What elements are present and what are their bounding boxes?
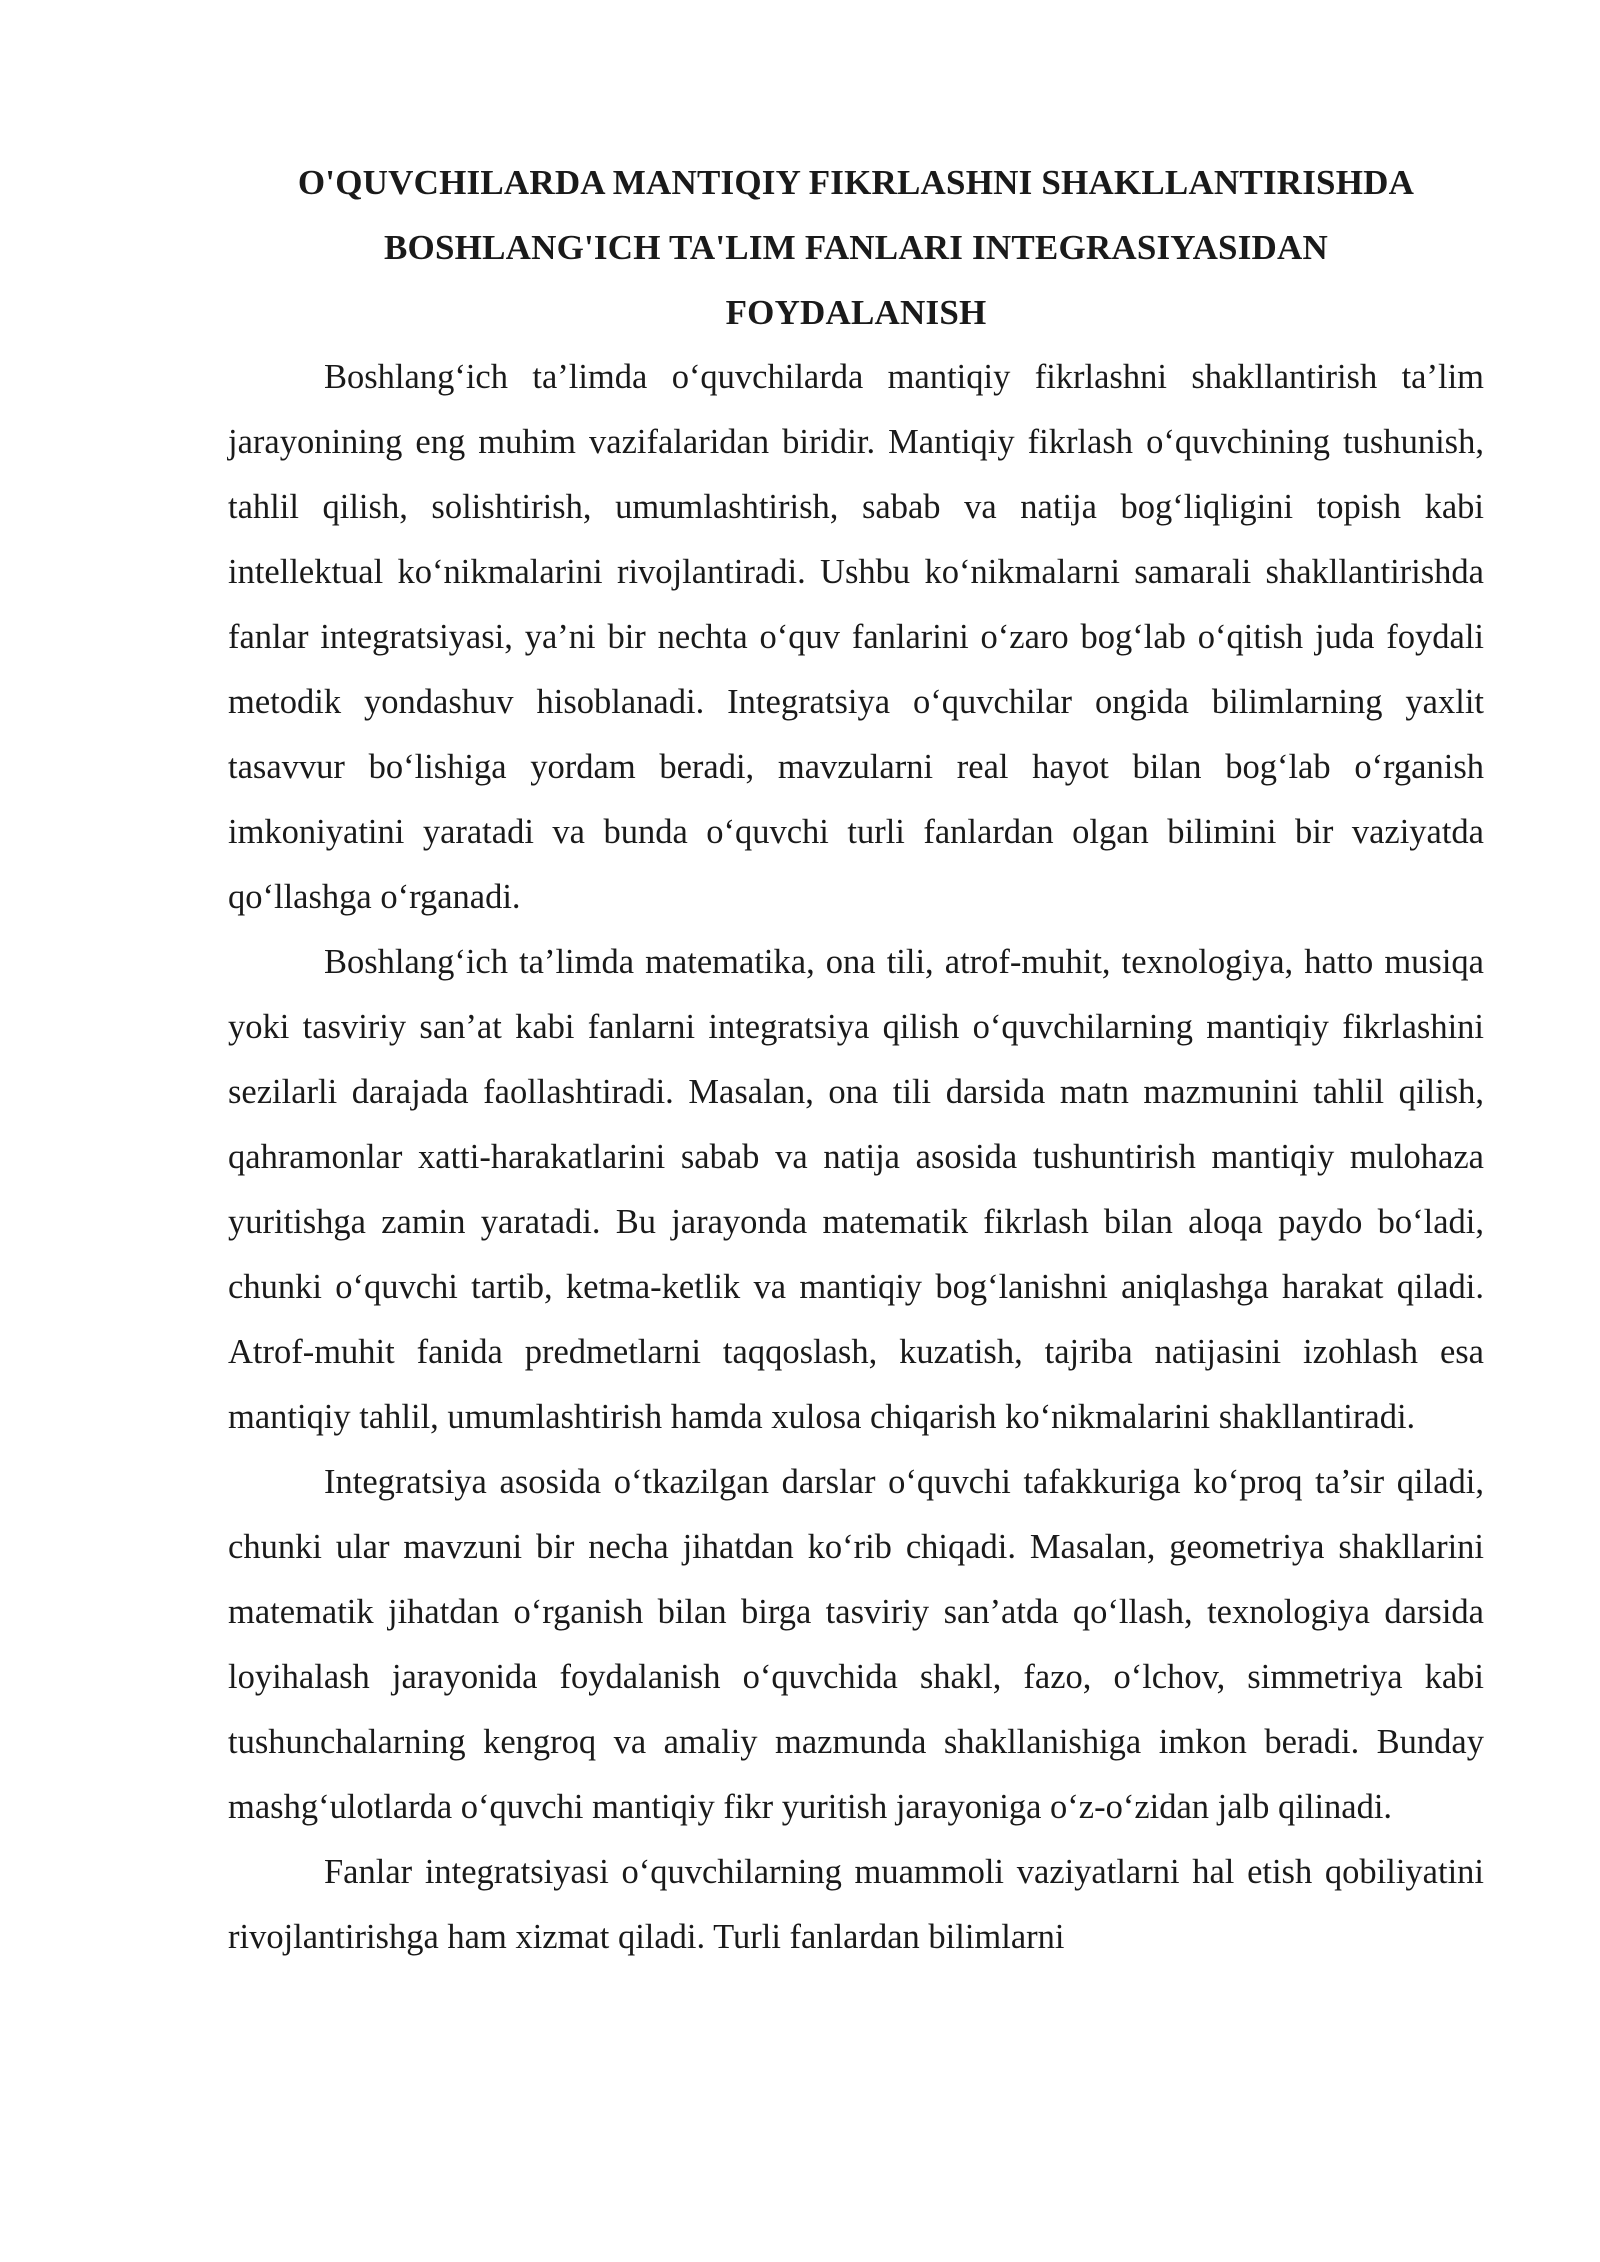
body-paragraph: Boshlang‘ich ta’limda o‘quvchilarda mantiqiy fikrlashni shakllantirish ta’lim jarayonining eng muhim vazifalaridan biridir. Mantiqiy fikrlash o‘quvchining tushunish, tahlil qilish, solishtirish, umumlashtirish, sabab va natija bog‘liqligini topish kabi intellektual ko‘nikmalarini rivojlantiradi. Ushbu ko‘nikmalarni samarali shakllantirishda fanlar integratsiyasi, ya’ni bir nechta o‘quv fanlarini o‘zaro bog‘lab o‘qitish juda foydali metodik yondashuv hisoblanadi. Integratsiya o‘quvchilar ongida bilimlarning yaxlit tasavvur bo‘lishiga yordam beradi, mavzularni real hayot bilan bog‘lab o‘rganish imkoniyatini yaratadi va bunda o‘quvchi turli fanlardan olgan bilimini bir vaziyatda qo‘llashga o‘rganadi.	[228, 358, 1484, 916]
document-page	[228, 150, 1484, 1970]
title-line: FOYDALANISH	[725, 293, 987, 332]
title-line: O'QUVCHILARDA MANTIQIY FIKRLASHNI SHAKLLANTIRISHDA	[297, 163, 1415, 202]
title-line: BOSHLANG'ICH TA'LIM FANLARI INTEGRASIYASIDAN	[384, 228, 1328, 267]
body-paragraph: Fanlar integratsiyasi o‘quvchilarning muammoli vaziyatlarni hal etish qobiliyatini rivojlantirishga ham xizmat qiladi. Turli fanlardan bilimlarni	[228, 1853, 1484, 1956]
body-paragraph: Integratsiya asosida o‘tkazilgan darslar o‘quvchi tafakkuriga ko‘proq ta’sir qiladi, chunki ular mavzuni bir necha jihatdan ko‘rib chiqadi. Masalan, geometriya shakllarini matematik jihatdan o‘rganish bilan birga tasviriy san’atda qo‘llash, texnologiya darsida loyihalash jarayonida foydalanish o‘quvchida shakl, fazo, o‘lchov, simmetriya kabi tushunchalarning kengroq va amaliy mazmunda shakllanishiga imkon beradi. Bunday mashg‘ulotlarda o‘quvchi mantiqiy fikr yuritish jarayoniga o‘z-o‘zidan jalb qilinadi.	[228, 1463, 1484, 1826]
body-paragraph: Boshlang‘ich ta’limda matematika, ona tili, atrof-muhit, texnologiya, hatto musiqa yoki tasviriy san’at kabi fanlarni integratsiya qilish o‘quvchilarning mantiqiy fikrlashini sezilarli darajada faollashtiradi. Masalan, ona tili darsida matn mazmunini tahlil qilish, qahramonlar xatti-harakatlarini sabab va natija asosida tushuntirish mantiqiy mulohaza yuritishga zamin yaratadi. Bu jarayonda matematik fikrlash bilan aloqa paydo bo‘ladi, chunki o‘quvchi tartib, ketma-ketlik va mantiqiy bog‘lanishni aniqlashga harakat qiladi. Atrof-muhit fanida predmetlarni taqqoslash, kuzatish, tajriba natijasini izohlash esa mantiqiy tahlil, umumlashtirish hamda xulosa chiqarish ko‘nikmalarini shakllantiradi.	[228, 943, 1484, 1436]
document-title	[228, 150, 1484, 345]
